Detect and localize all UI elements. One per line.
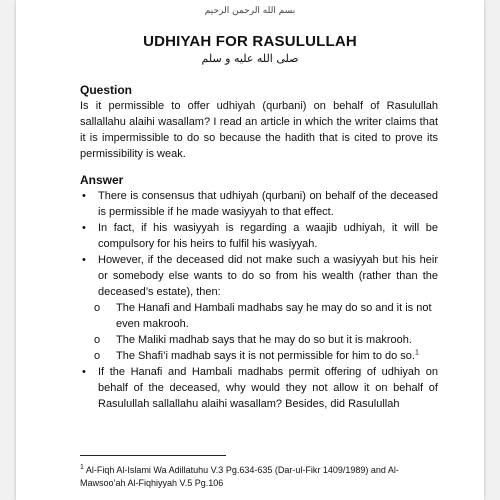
bullet-icon: • (82, 222, 86, 234)
madhab-item-text: The Maliki madhab says that he may do so but it is makrooh. (116, 334, 412, 346)
answer-heading: Answer (80, 173, 124, 187)
answer-point-text: There is consensus that udhiyah (qurbani) on behalf of the deceased is permissible if he made wasiyyah to that effect. (98, 190, 438, 218)
circle-bullet-icon: o (94, 302, 101, 314)
madhab-item (80, 348, 438, 364)
madhab-item-text: The Shafi’i madhab says it is not permissible for him to do so. (116, 350, 415, 362)
footnote-marker: 1 (80, 464, 84, 471)
answer-point-text: However, if the deceased did not make such a wasiyyah but his heir or somebody else wants to do so from his wealth (rather than the deceased’s estate), then: (98, 254, 438, 298)
madhab-item (80, 300, 438, 332)
document-body (80, 82, 438, 412)
question-heading: Question (80, 83, 133, 97)
bullet-icon: • (82, 254, 86, 266)
circle-bullet-icon: o (94, 350, 101, 362)
circle-bullet-icon: o (94, 334, 101, 346)
bullet-icon: • (82, 190, 86, 202)
answer-list-continued (80, 364, 438, 412)
footnote (80, 464, 440, 490)
footnote-reference[interactable]: 1 (414, 349, 419, 357)
answer-point-text: If the Hanafi and Hambali madhabs permit offering of udhiyah on behalf of the deceased, why would they not allow it on behalf of Rasulullah sallallahu alaihi wasallam? Besides, did Rasulullah (98, 366, 438, 410)
answer-point (80, 188, 438, 220)
salawat-text: صلى الله عليه و سلم (201, 52, 299, 65)
madhab-item (80, 332, 438, 348)
answer-point (80, 220, 438, 252)
madhab-item-text: The Hanafi and Hambali madhabs say he may do so and it is not even makrooh. (116, 302, 432, 330)
answer-point (80, 364, 438, 412)
bullet-icon: • (82, 366, 86, 378)
footnote-divider (80, 455, 226, 456)
document-page (16, 0, 484, 500)
answer-point (80, 252, 438, 300)
page-title: UDHIYAH FOR RASULULLAH (143, 33, 357, 50)
basmala: بسم الله الرحمن الرحيم (204, 6, 296, 16)
question-text: Is it permissible to offer udhiyah (qurbani) on behalf of Rasulullah sallallahu alaihi wasallam? I read an article in which the writer claims that it is impermissible to do so because the hadith that is cited to prove its permissibility is weak. (80, 100, 438, 160)
footnote-text: Al-Fiqh Al-Islami Wa Adillatuhu V.3 Pg.634-635 (Dar-ul-Fikr 1409/1989) and Al-Mawsoo’ah Al-Fiqhiyyah V.5 Pg.106 (80, 465, 399, 488)
madhab-list (80, 300, 438, 364)
answer-point-text: In fact, if his wasiyyah is regarding a waajib udhiyah, it will be compulsory for his heirs to fulfil his wasiyyah. (98, 222, 438, 250)
answer-list (80, 188, 438, 300)
